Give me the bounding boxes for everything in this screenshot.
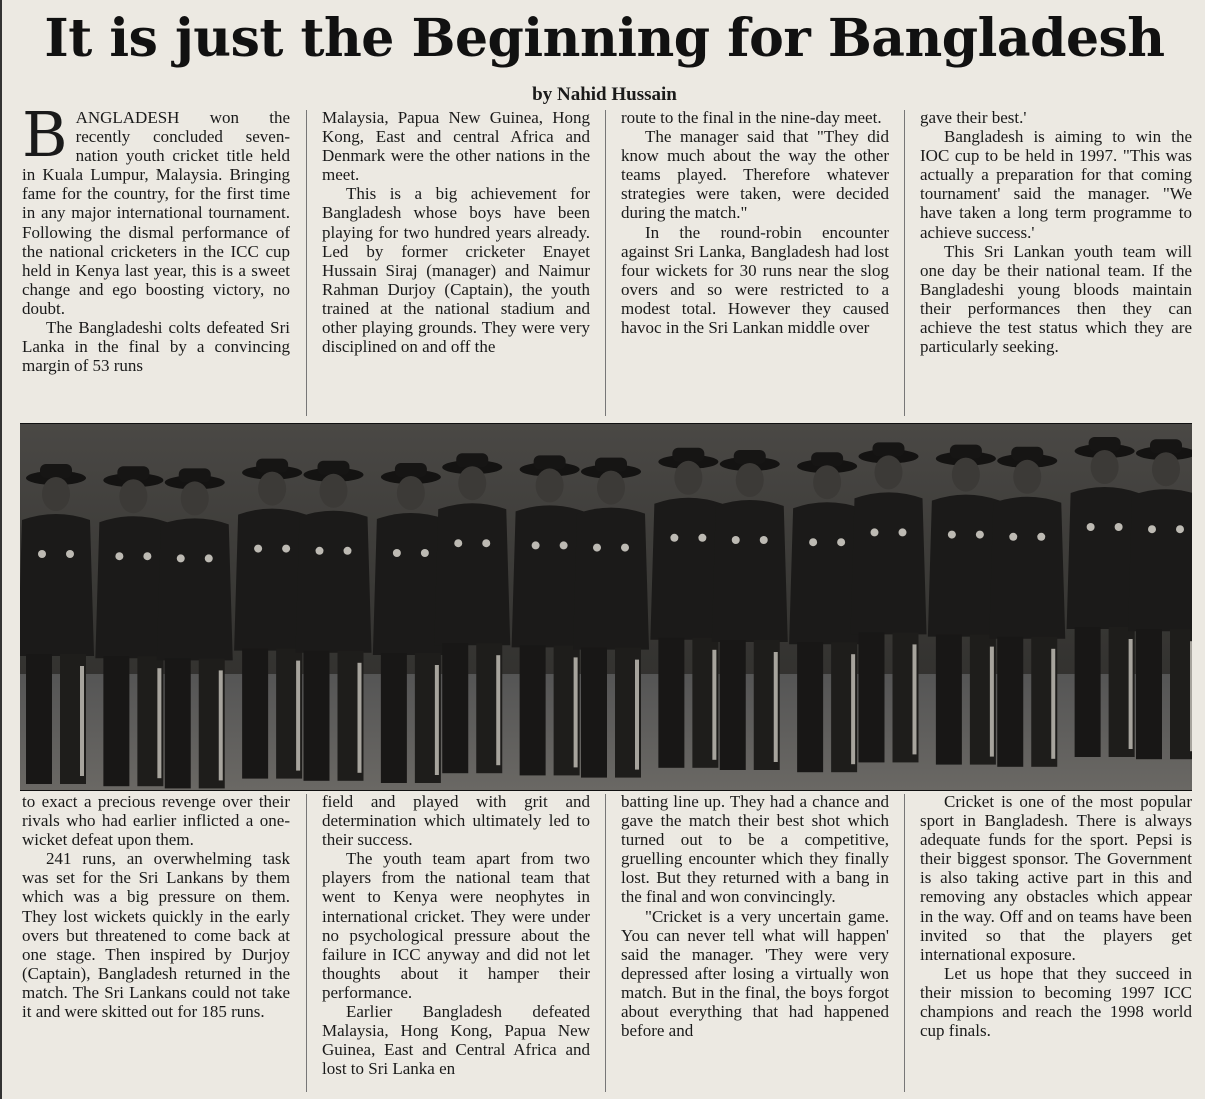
paragraph: 241 runs, an overwhelming task was set for the Sri Lankans by them which was a big pressure on them. They lost wickets quickly in the early overs but threatened to come back at one stage. Then inspired by Durjoy (Captain), Bangladesh returned in the match. The Sri Lankans could not take it and were skitted out for 185 runs. [22,849,290,1022]
paragraph: The youth team apart from two players from the national team that went to Kenya were neophytes in international cricket. They were under no psychological pressure about the failure in ICC anyway and did not let thoughts about it hamper their performance. [322,849,590,1002]
column-bottom-4 [920,792,1192,1092]
paragraph: Cricket is one of the most popular sport in Bangladesh. There is always adequate funds for the sport. Pepsi is their biggest sponsor. The Government is also taking active part in this and removing any obstacles which appear in the way. Off and on teams have been invited so that the players get international exposure. [920,792,1192,964]
paragraph: to exact a precious revenge over their rivals who had earlier inflicted a one-wicket defeat upon them. [22,792,290,850]
column-rule [306,794,307,1092]
column-rule [605,794,606,1092]
column-top-1 [22,108,290,416]
paragraph: This is a big achievement for Bangladesh whose boys have been playing for two hundred years already. Led by former cricketer Enayet Hussain Siraj (manager) and Naimur Rahman Durjoy (Captain), the youth trained at the national stadium and other playing grounds. They were very disciplined on and off the [322,184,590,357]
column-top-4 [920,108,1192,416]
paragraph: Let us hope that they succeed in their mission to becoming 1997 ICC champions and reach the 1998 world cup finals. [920,963,1192,1041]
byline: by Nahid Hussain [532,84,677,105]
column-top-2 [322,108,590,416]
paragraph: The manager said that "They did know much about the way the other teams played. Therefore whatever strategies were taken, were decided during the match." [621,127,889,223]
column-top-3 [621,108,889,416]
drop-cap: B [22,108,68,171]
column-bottom-2 [322,792,590,1092]
paragraph: ANGLADESH won the recently concluded seven-nation youth cricket title held in Kuala Lumpur, Malaysia. Bringing fame for the country, for the first time in any major international tournament. Following the dismal performance of the national cricketers in the ICC cup held in Kenya last year, this is a sweet change and ego boosting victory, no doubt. [22,108,290,318]
paragraph: batting line up. They had a chance and gave the match their best shot which turned out to be a competitive, gruelling encounter which they finally lost. But they returned with a bang in the final and won convincingly. [621,792,889,907]
column-bottom-1 [22,792,290,1092]
column-rule [904,110,905,416]
paragraph: route to the final in the nine-day meet. [621,108,882,127]
headline: It is just the Beginning for Bangladesh [44,8,1165,69]
paragraph: This Sri Lankan youth team will one day be their national team. If the Bangladeshi young bloods maintain their performances then they can achieve the test status which they are particularly seeking. [920,241,1192,357]
column-rule [306,110,307,416]
team-photo-graphic [20,424,1192,790]
paragraph: In the round-robin encounter against Sri Lanka, Bangladesh had lost four wickets for 30 runs near the slog overs and so were restricted to a modest total. However they caused havoc in the Sri Lankan middle over [621,222,889,338]
paragraph: Malaysia, Papua New Guinea, Hong Kong, East and central Africa and Denmark were the other nations in the meet. [322,108,590,185]
paragraph: Earlier Bangladesh defeated Malaysia, Hong Kong, Papua New Guinea, East and Central Africa and lost to Sri Lanka en [322,1002,590,1079]
column-bottom-3 [621,792,889,1092]
column-rule [904,794,905,1092]
paragraph: "Cricket is a very uncertain game. You can never tell what will happen' said the manager. 'They were very depressed after losing a virtually won match. But in the final, the boys forgot about everything that had happened before and [621,906,889,1041]
team-photo [20,423,1192,791]
paragraph: Bangladesh is aiming to win the IOC cup to be held in 1997. "This was actually a preparation for that coming tournament' said the manager. "We have taken a long term programme to achieve success.' [920,127,1192,242]
paragraph: gave their best.' [920,108,1027,127]
column-rule [605,110,606,416]
paragraph: The Bangladeshi colts defeated Sri Lanka in the final by a convincing margin of 53 runs [22,318,290,376]
paragraph: field and played with grit and determination which ultimately led to their success. [322,792,590,850]
